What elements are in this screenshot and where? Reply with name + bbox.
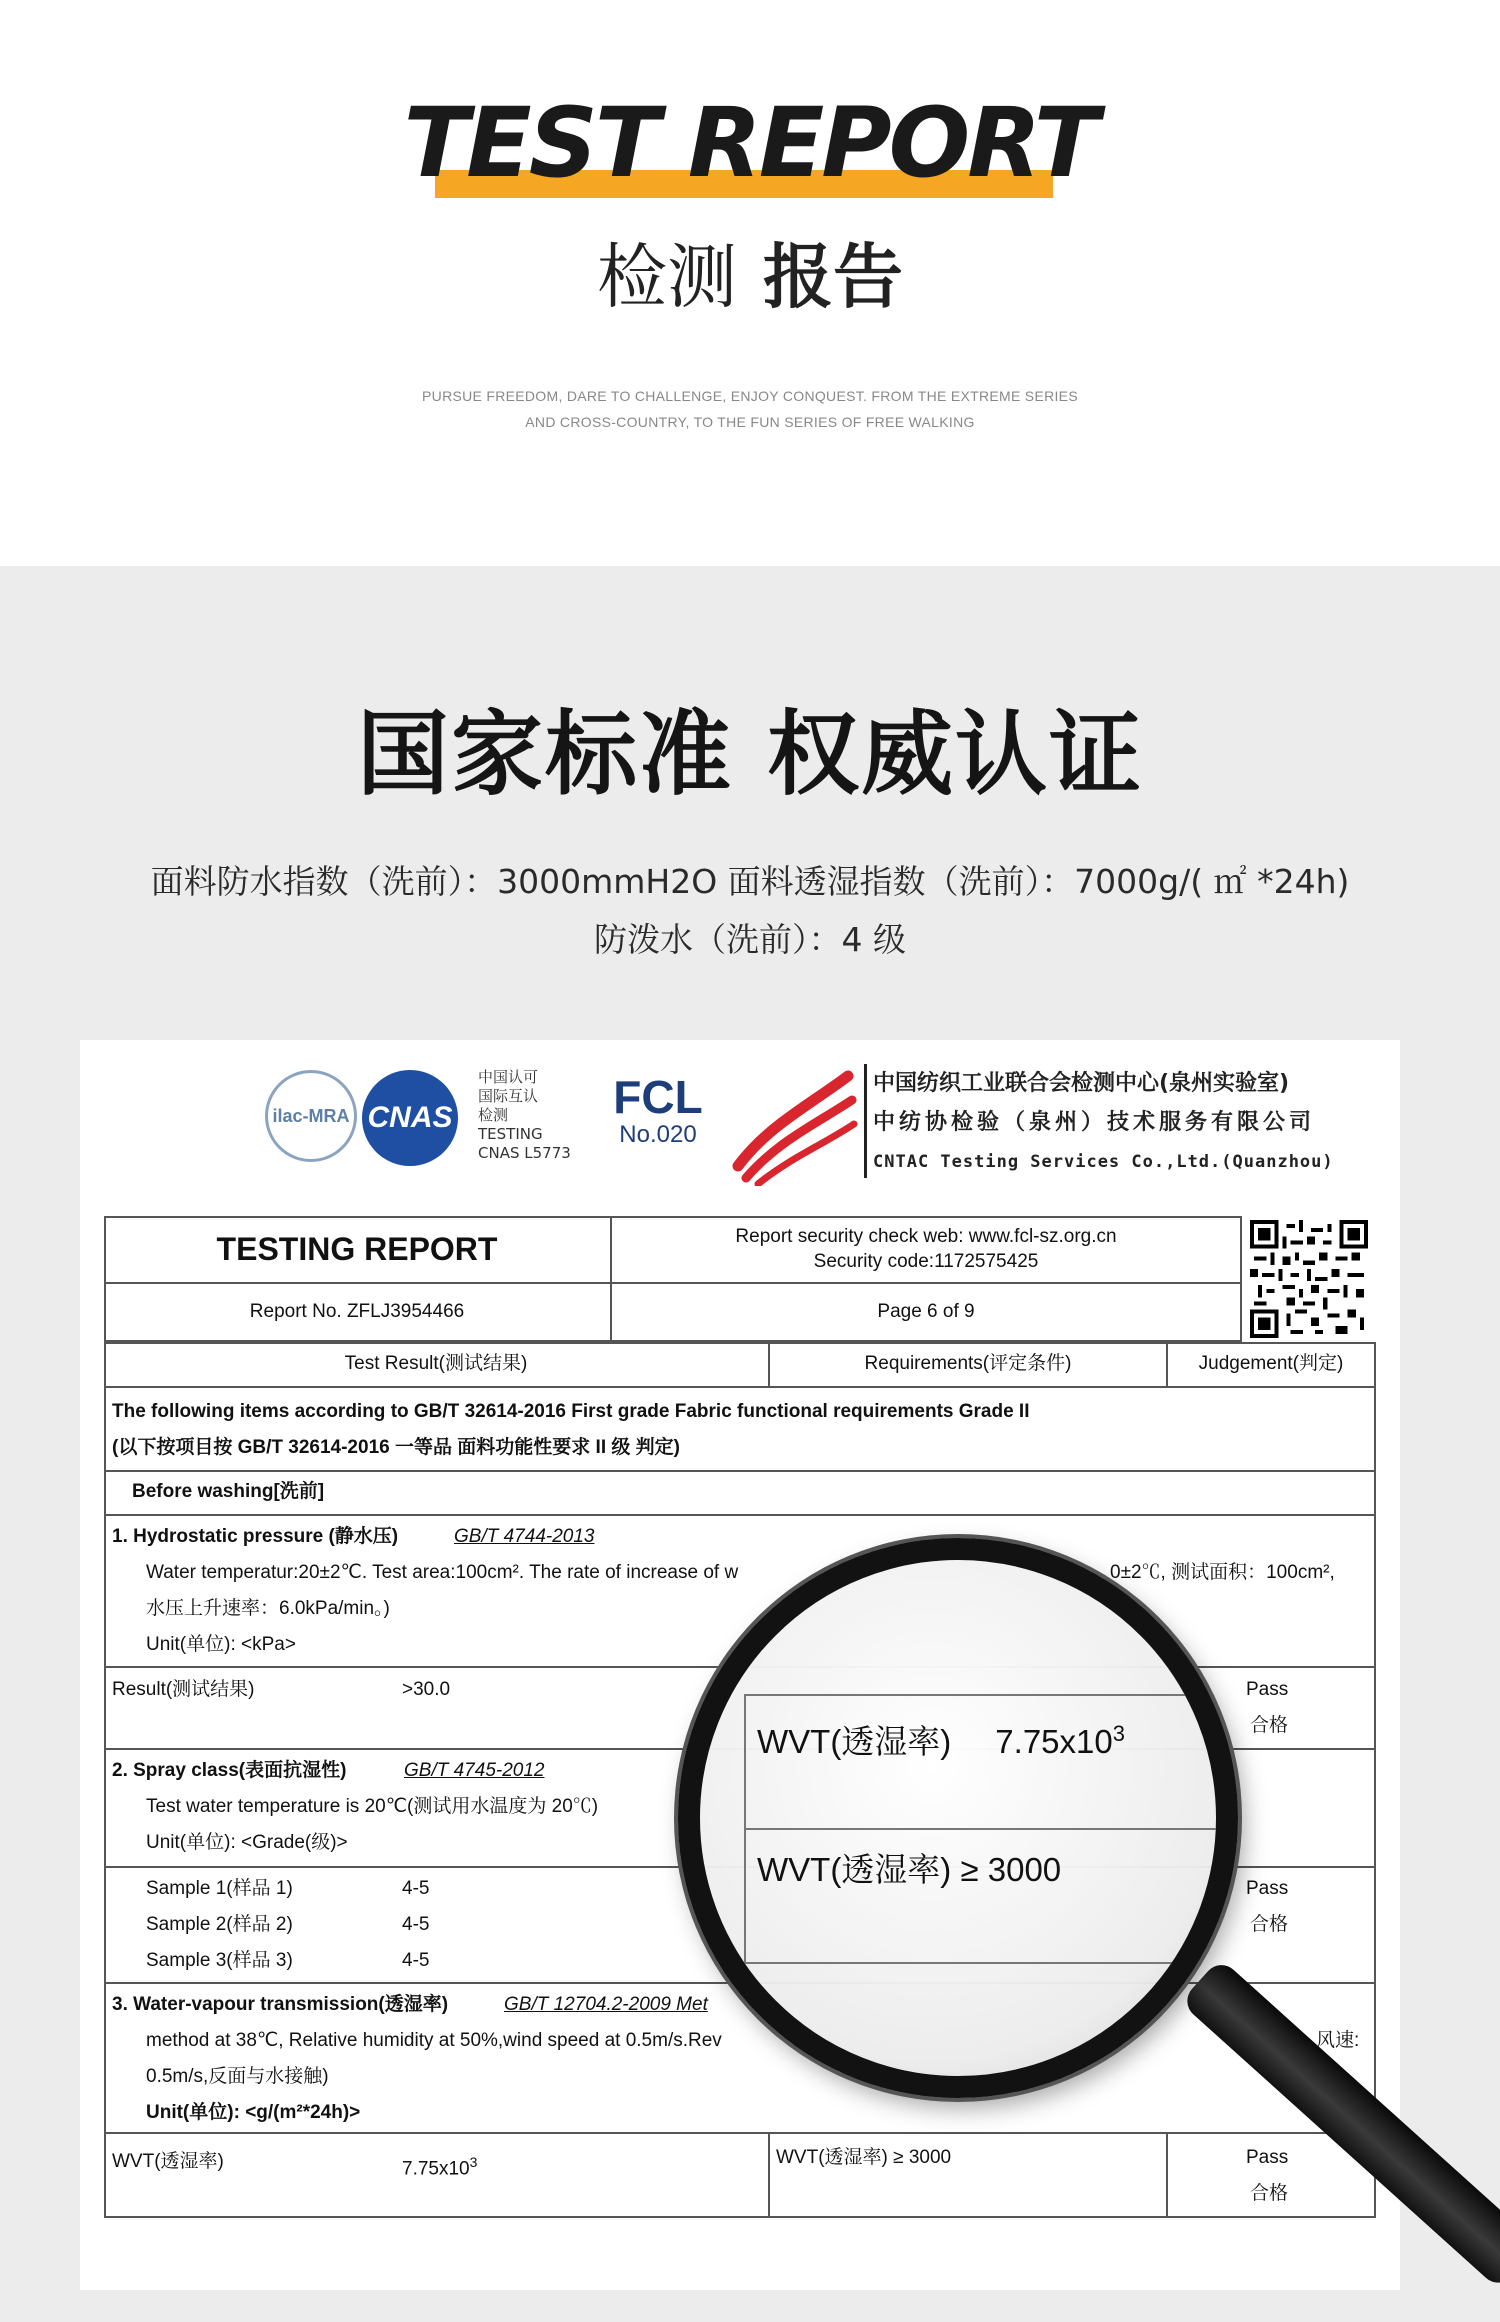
org-name-en: CNTAC Testing Services Co.,Ltd.(Quanzhou) [873,1152,1334,1172]
column-header-judgement: Judgement(判定) [1198,1353,1344,1374]
column-header-result: Test Result(测试结果) [344,1353,528,1374]
item2-standard: GB/T 4745-2012 [404,1760,545,1781]
cnas-text-line: 国际互认 [478,1087,539,1105]
item2-judgement: Pass [1246,1878,1289,1899]
table-rule [104,1514,1376,1516]
sample-label: Sample 3(样品 3) [146,1950,293,1971]
item1-result-value: >30.0 [402,1679,451,1700]
report-title: TESTING REPORT [216,1231,498,1267]
subtitle-bold: 报告 [763,236,903,318]
item3-judgement: Pass [1246,2147,1289,2168]
slogan-line-1: PURSUE FREEDOM, DARE TO CHALLENGE, ENJOY CONQUEST. FROM THE EXTREME SERIES [422,388,1078,404]
wvt-value [402,2150,477,2181]
table-rule [104,2132,1376,2134]
item3-condition: method at 38℃, Relative humidity at 50%,wind speed at 0.5m/s.Rev [146,2030,722,2051]
item1-result-label: Result(测试结果) [112,1679,255,1700]
table-rule [104,1386,1376,1388]
ilac-mra-logo: ilac-MRA [265,1070,357,1162]
intro-line-cn: (以下按项目按 GB/T 32614-2016 一等品 面料功能性要求 II 级 判定) [112,1437,680,1458]
magnifying-glass-icon [678,1538,1238,2098]
magnified-wvt-value: 7.75x10 [995,1723,1113,1760]
security-web: Report security check web: www.fcl-sz.org.cn [735,1226,1117,1247]
slogan-line-2: AND CROSS-COUNTRY, TO THE FUN SERIES OF FREE WALKING [525,414,975,430]
logo-divider [864,1064,867,1178]
item1-standard: GB/T 4744-2013 [454,1526,595,1547]
before-washing-label: Before washing[洗前] [132,1481,325,1502]
page-subtitle [0,232,1500,322]
cnas-logo: CNAS [362,1070,458,1166]
sample-value: 4-5 [402,1878,430,1899]
item1-condition-cn: 0±2℃, 测试面积：100cm², [1110,1562,1335,1583]
spec-line-2: 防泼水（洗前）：4 级 [594,920,906,959]
qr-code-icon [1250,1220,1368,1338]
magnified-wvt-label: WVT(透湿率) [757,1723,952,1760]
wvt-value-exponent: 3 [469,2154,478,2170]
table-rule [1166,2132,1168,2218]
item3-unit: Unit(单位): <g/(m²*24h)> [146,2102,361,2123]
item3-title: 3. Water-vapour transmission(透湿率) [112,1994,449,2015]
sample-value: 4-5 [402,1914,430,1935]
item1-unit: Unit(单位): <kPa> [146,1634,296,1655]
item2-condition: Test water temperature is 20℃(测试用水温度为 20℃) [146,1796,599,1817]
cnas-text-line: CNAS L5773 [478,1144,571,1162]
item2-title: 2. Spray class(表面抗湿性) [112,1760,347,1781]
item1-condition: Water temperatur:20±2℃. Test area:100cm². The rate of increase of w [146,1562,739,1583]
table-rule [768,2132,770,2218]
magnified-wvt-requirement: WVT(透湿率) ≥ 3000 [757,1851,1062,1888]
sample-value: 4-5 [402,1950,430,1971]
fcl-logo-text: FCL [613,1071,703,1123]
page-number: Page 6 of 9 [877,1301,975,1322]
cnas-text-line: 中国认可 [478,1068,539,1086]
item3-condition-2: 0.5m/s,反面与水接触) [146,2066,329,2087]
certification-headline: 国家标准 权威认证 [356,701,1144,808]
page-title: TEST REPORT [403,87,1097,199]
cnas-text-line: 检测 [478,1106,509,1124]
wvt-value-mantissa: 7.75x10 [402,2158,470,2180]
magnified-wvt-exponent: 3 [1112,1721,1125,1746]
org-name-cn-2: 中纺协检验（泉州）技术服务有限公司 [873,1110,1316,1135]
magnified-view [678,1538,1238,2098]
item1-rate: 水压上升速率：6.0kPa/min。) [146,1598,390,1619]
sample-label: Sample 2(样品 2) [146,1914,293,1935]
cntac-swoosh-logo [728,1066,858,1186]
table-rule [104,1470,1376,1472]
report-number: Report No. ZFLJ3954466 [249,1301,465,1322]
subtitle-light: 检测 [597,236,737,318]
item1-title: 1. Hydrostatic pressure (静水压) [112,1526,399,1547]
item2-judgement-cn: 合格 [1250,1914,1289,1935]
item3-judgement-cn: 合格 [1250,2183,1289,2204]
header-section [0,0,1500,566]
table-rule [744,1828,1238,1830]
item3-standard: GB/T 12704.2-2009 Met [504,1994,708,2015]
fcl-logo-number: No.020 [619,1121,697,1148]
item3-condition-cn: 风速: [1316,2030,1360,2051]
fcl-logo [608,1072,708,1148]
item1-judgement: Pass [1246,1679,1289,1700]
intro-line-en: The following items according to GB/T 32614-2016 First grade Fabric functional requirements Grade II [112,1401,1030,1422]
spec-line-1: 面料防水指数（洗前）：3000mmH2O 面料透湿指数（洗前）：7000g/( ㎡ *24h) [150,862,1350,901]
org-name-cn-1: 中国纺织工业联合会检测中心(泉州实验室) [873,1071,1290,1096]
magnified-wvt-row [757,1716,1125,1763]
security-code: Security code:1172575425 [813,1251,1039,1272]
cnas-accreditation-text [478,1068,571,1163]
item2-unit: Unit(单位): <Grade(级)> [146,1832,348,1853]
table-rule [104,1282,1242,1284]
cnas-text-line: TESTING [478,1125,543,1143]
wvt-requirement: WVT(透湿率) ≥ 3000 [776,2147,952,2168]
wvt-label: WVT(透湿率) [112,2151,224,2172]
sample-label: Sample 1(样品 1) [146,1878,293,1899]
column-header-requirements: Requirements(评定条件) [864,1353,1072,1374]
item1-judgement-cn: 合格 [1250,1715,1289,1736]
